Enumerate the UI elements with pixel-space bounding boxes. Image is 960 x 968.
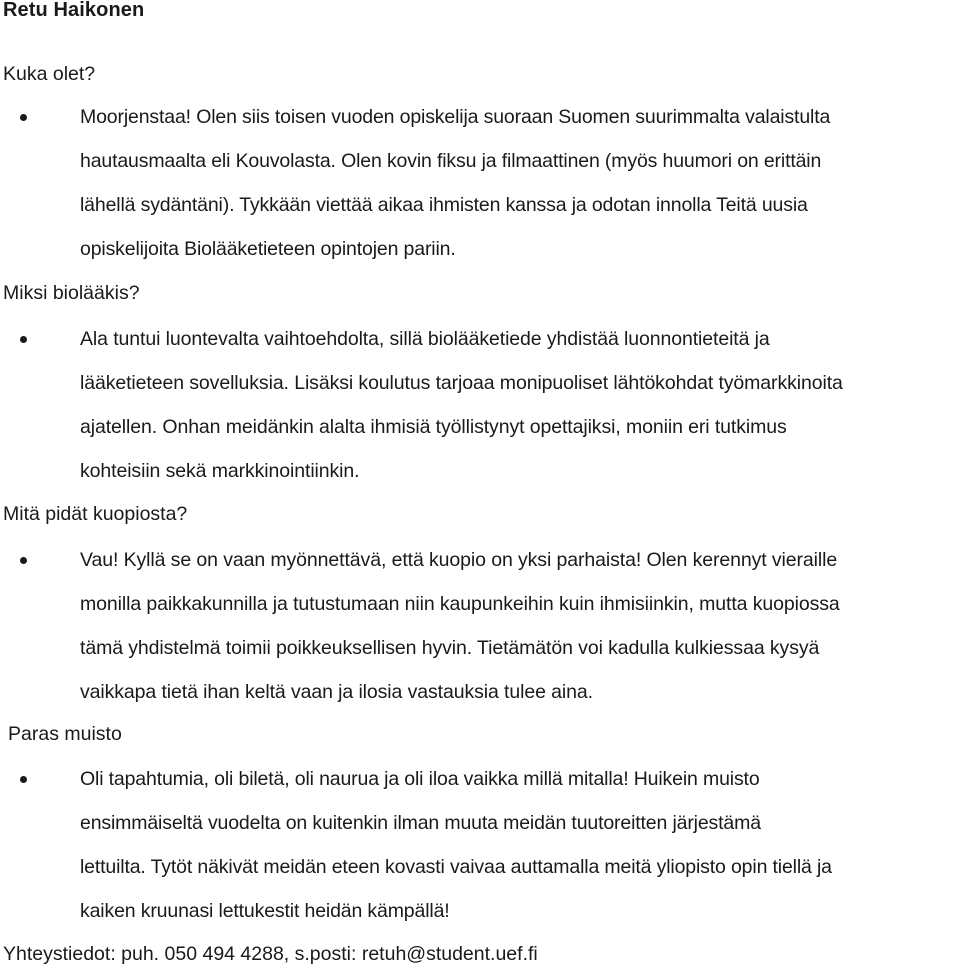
paragraph-line: vaikkapa tietä ihan keltä vaan ja ilosia vastauksia tulee aina. [80,681,593,703]
paragraph-line: opiskelijoita Biolääketieteen opintojen pariin. [80,238,456,260]
person-name: Retu Haikonen [3,0,145,21]
paragraph-line: ensimmäiseltä vuodelta on kuitenkin ilman muuta meidän tuutoreitten järjestämä [80,812,761,834]
bullet-paragraph [80,757,958,933]
section-heading-kuka-olet: Kuka olet? [3,63,96,85]
bullet-paragraph [80,95,958,271]
paragraph-line: hautausmaalta eli Kouvolasta. Olen kovin fiksu ja filmaattinen (myös huumori on erittäin [80,150,822,172]
paragraph-line: tämä yhdistelmä toimii poikkeuksellisen hyvin. Tietämätön voi kadulla kulkiessaa kysyä [80,637,820,659]
contact-info: Yhteystiedot: puh. 050 494 4288, s.posti: retuh@student.uef.fi [3,943,538,965]
paragraph-line: kaiken kruunasi lettukestit heidän kämpällä! [80,900,450,922]
bullet-paragraph [80,317,958,493]
bullet-icon [20,114,27,121]
bullet-icon [20,557,27,564]
section-heading-miksi-biolaakis: Miksi biolääkis? [3,282,140,304]
paragraph-line: Oli tapahtumia, oli biletä, oli naurua ja oli iloa vaikka millä mitalla! Huikein muisto [80,768,760,790]
paragraph-line: monilla paikkakunnilla ja tutustumaan niin kaupunkeihin kuin ihmisiinkin, mutta kuopiossa [80,593,840,615]
paragraph-line: ajatellen. Onhan meidänkin alalta ihmisiä työllistynyt opettajiksi, moniin eri tutkimus [80,416,787,438]
section-heading-mita-pidat-kuopiosta: Mitä pidät kuopiosta? [3,503,188,525]
paragraph-line: lääketieteen sovelluksia. Lisäksi koulutus tarjoaa monipuoliset lähtökohdat työmarkkinoita [80,372,843,394]
section-heading-paras-muisto: Paras muisto [8,723,122,745]
paragraph-line: kohteisiin sekä markkinointiinkin. [80,460,360,482]
bullet-icon [20,336,27,343]
paragraph-line: Ala tuntui luontevalta vaihtoehdolta, sillä biolääketiede yhdistää luonnontieteitä ja [80,328,770,350]
paragraph-line: lettuilta. Tytöt näkivät meidän eteen kovasti vaivaa auttamalla meitä yliopisto opin tiellä ja [80,856,832,878]
bullet-icon [20,776,27,783]
paragraph-line: Moorjenstaa! Olen siis toisen vuoden opiskelija suoraan Suomen suurimmalta valaistulta [80,106,831,128]
bullet-paragraph [80,538,958,714]
paragraph-line: lähellä sydäntäni). Tykkään viettää aikaa ihmisten kanssa ja odotan innolla Teitä uusia [80,194,808,216]
paragraph-line: Vau! Kyllä se on vaan myönnettävä, että kuopio on yksi parhaista! Olen kerennyt vieraille [80,549,838,571]
